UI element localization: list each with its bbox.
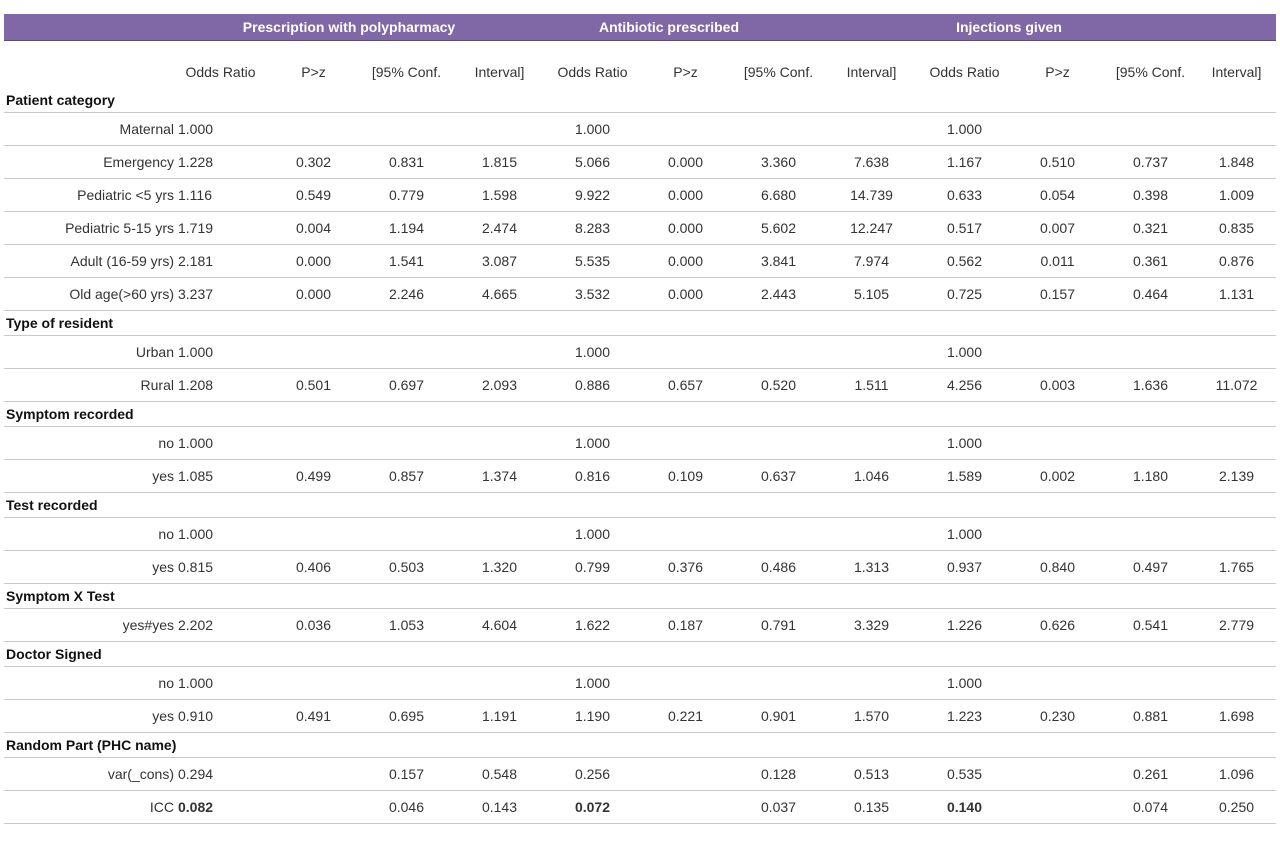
table-cell [267,113,360,146]
table-cell [732,518,825,551]
table-cell [360,336,453,369]
table-cell: 1.000 [546,518,639,551]
table-row [4,179,1276,212]
table-row [4,245,1276,278]
table-cell: 1.190 [546,700,639,733]
table-cell: 0.737 [1104,146,1197,179]
table-cell: 0.637 [732,460,825,493]
table-cell [825,113,918,146]
table-cell: 1.598 [453,179,546,212]
table-cell: 0.695 [360,700,453,733]
table-cell: 1.698 [1197,700,1276,733]
table-cell: 0.054 [1011,179,1104,212]
table-cell [267,336,360,369]
table-cell: 0.376 [639,551,732,584]
section-header-row [4,733,1276,758]
table-cell: 1.589 [918,460,1011,493]
table-cell: 0.535 [918,758,1011,791]
table-cell: 1.000 [918,518,1011,551]
table-cell: 8.283 [546,212,639,245]
table-cell: 0.007 [1011,212,1104,245]
table-cell [453,427,546,460]
row-label: yes [4,551,174,584]
table-cell: 1.765 [1197,551,1276,584]
row-label: ICC [4,791,174,824]
table-cell [1197,427,1276,460]
column-header: [95% Conf. [743,64,814,80]
table-cell [825,336,918,369]
table-cell: 0.831 [360,146,453,179]
table-cell: 0.000 [267,245,360,278]
table-row [4,212,1276,245]
table-cell: 0.000 [639,278,732,311]
table-cell: 0.128 [732,758,825,791]
table-cell: 3.360 [732,146,825,179]
table-cell: 14.739 [825,179,918,212]
table-row [4,700,1276,733]
section-title: Symptom recorded [4,402,1276,427]
table-cell: 1.000 [918,427,1011,460]
table-cell: 2.779 [1197,609,1276,642]
table-cell [267,667,360,700]
table-cell: 5.105 [825,278,918,311]
table-cell: 1.000 [546,667,639,700]
table-cell: 0.520 [732,369,825,402]
table-cell: 0.037 [732,791,825,824]
table-cell: 0.626 [1011,609,1104,642]
table-cell: 0.074 [1104,791,1197,824]
row-label: Old age(>60 yrs) [4,278,174,311]
column-header: Interval] [1211,64,1262,80]
table-cell: 2.093 [453,369,546,402]
table-cell: 0.082 [174,791,267,824]
table-cell: 0.004 [267,212,360,245]
row-label: Adult (16-59 yrs) [4,245,174,278]
section-header-row [4,493,1276,518]
table-cell: 1.000 [174,427,267,460]
table-cell: 0.250 [1197,791,1276,824]
table-cell [1104,518,1197,551]
table-cell: 1.000 [174,113,267,146]
table-cell: 0.135 [825,791,918,824]
table-cell: 3.841 [732,245,825,278]
table-cell: 0.517 [918,212,1011,245]
table-cell: 0.799 [546,551,639,584]
table-cell: 0.000 [639,245,732,278]
table-cell: 1.194 [360,212,453,245]
row-label: yes#yes [4,609,174,642]
table-cell: 0.541 [1104,609,1197,642]
table-cell: 0.261 [1104,758,1197,791]
table-cell: 0.835 [1197,212,1276,245]
column-header-row [4,40,1276,88]
table-cell [639,113,732,146]
table-cell: 0.361 [1104,245,1197,278]
table-cell: 1.000 [174,667,267,700]
table-cell [267,758,360,791]
row-label: Emergency [4,146,174,179]
row-label: no [4,667,174,700]
table-cell: 0.791 [732,609,825,642]
table-cell: 0.857 [360,460,453,493]
table-cell [1011,758,1104,791]
table-cell: 0.497 [1104,551,1197,584]
table-row [4,609,1276,642]
table-cell [453,518,546,551]
table-cell: 0.901 [732,700,825,733]
table-cell: 0.840 [1011,551,1104,584]
table-row [4,758,1276,791]
table-cell: 0.140 [918,791,1011,824]
table-cell [1104,336,1197,369]
table-cell: 0.109 [639,460,732,493]
table-cell: 0.501 [267,369,360,402]
table-cell: 1.570 [825,700,918,733]
table-cell [267,791,360,824]
table-cell [639,336,732,369]
column-header: P>z [1045,64,1070,80]
table-cell [1197,518,1276,551]
table-cell [360,427,453,460]
table-cell: 4.256 [918,369,1011,402]
row-label: yes [4,700,174,733]
table-cell: 1.000 [918,667,1011,700]
table-cell: 1.000 [546,336,639,369]
group-header-band [4,0,1276,40]
row-label: no [4,518,174,551]
table-cell: 1.719 [174,212,267,245]
group-header-bar [4,14,1276,41]
table-cell [1104,667,1197,700]
table-cell: 3.237 [174,278,267,311]
table-cell: 0.157 [1011,278,1104,311]
table-cell [639,791,732,824]
table-cell [453,336,546,369]
column-header: P>z [673,64,698,80]
table-cell: 1.511 [825,369,918,402]
table-cell: 0.072 [546,791,639,824]
column-header: [95% Conf. [1115,64,1186,80]
table-cell: 0.002 [1011,460,1104,493]
table-cell: 1.226 [918,609,1011,642]
table-cell [639,427,732,460]
table-cell: 1.000 [918,113,1011,146]
table-cell: 0.000 [639,179,732,212]
table-cell [360,518,453,551]
table-cell [267,518,360,551]
section-header-row [4,642,1276,667]
table-cell: 0.464 [1104,278,1197,311]
table-cell: 1.636 [1104,369,1197,402]
column-header: Interval] [474,64,525,80]
table-cell: 4.665 [453,278,546,311]
row-label: Pediatric <5 yrs [4,179,174,212]
table-row [4,336,1276,369]
row-label: Rural [4,369,174,402]
table-cell: 0.046 [360,791,453,824]
table-cell [1197,336,1276,369]
table-cell: 0.000 [639,146,732,179]
table-cell [453,667,546,700]
table-cell: 0.657 [639,369,732,402]
table-cell: 12.247 [825,212,918,245]
table-cell: 0.000 [267,278,360,311]
column-header: Interval] [846,64,897,80]
table-cell [639,758,732,791]
table-cell: 0.633 [918,179,1011,212]
table-cell: 4.604 [453,609,546,642]
table-cell: 5.602 [732,212,825,245]
table-cell [1011,791,1104,824]
table-cell: 2.202 [174,609,267,642]
table-cell: 0.302 [267,146,360,179]
table-cell: 1.046 [825,460,918,493]
table-cell [825,518,918,551]
row-label: Maternal [4,113,174,146]
table-cell: 2.181 [174,245,267,278]
table-cell: 0.157 [360,758,453,791]
table-row [4,427,1276,460]
table-cell: 1.000 [174,518,267,551]
table-cell [1197,113,1276,146]
column-header: Odds Ratio [185,64,256,80]
table-cell: 5.535 [546,245,639,278]
row-label: Pediatric 5-15 yrs [4,212,174,245]
table-cell [1011,336,1104,369]
table-cell: 7.638 [825,146,918,179]
table-cell: 0.036 [267,609,360,642]
section-title: Patient category [4,88,1276,113]
table-cell: 0.221 [639,700,732,733]
table-cell: 0.256 [546,758,639,791]
table-row [4,551,1276,584]
table-cell: 0.881 [1104,700,1197,733]
table-cell: 1.622 [546,609,639,642]
table-cell: 0.187 [639,609,732,642]
section-header-row [4,402,1276,427]
table-cell: 0.815 [174,551,267,584]
table-cell: 0.294 [174,758,267,791]
column-header: [95% Conf. [371,64,442,80]
table-row [4,518,1276,551]
table-cell: 0.510 [1011,146,1104,179]
column-header: P>z [301,64,326,80]
table-cell: 0.548 [453,758,546,791]
section-header-row [4,88,1276,113]
table-cell [732,427,825,460]
table-cell: 1.541 [360,245,453,278]
table-cell: 1.815 [453,146,546,179]
table-cell: 0.321 [1104,212,1197,245]
section-header-row [4,311,1276,336]
table-cell: 0.499 [267,460,360,493]
table-cell [732,336,825,369]
table-cell: 0.398 [1104,179,1197,212]
row-label: var(_cons) [4,758,174,791]
table-cell [1197,667,1276,700]
section-title: Doctor Signed [4,642,1276,667]
table-cell: 0.876 [1197,245,1276,278]
table-cell: 1.053 [360,609,453,642]
table-cell: 9.922 [546,179,639,212]
table-cell: 1.085 [174,460,267,493]
table-cell: 1.000 [546,427,639,460]
section-title: Symptom X Test [4,584,1276,609]
table-cell: 0.725 [918,278,1011,311]
row-label: yes [4,460,174,493]
table-cell: 1.191 [453,700,546,733]
table-cell: 1.000 [174,336,267,369]
table-cell: 0.816 [546,460,639,493]
table-cell: 2.474 [453,212,546,245]
table-cell: 0.003 [1011,369,1104,402]
table-cell [1011,113,1104,146]
table-row [4,791,1276,824]
table-cell: 1.096 [1197,758,1276,791]
table-cell: 0.549 [267,179,360,212]
table-cell: 0.779 [360,179,453,212]
table-cell [732,667,825,700]
data-table [4,88,1276,824]
table-cell: 0.562 [918,245,1011,278]
table-cell: 1.116 [174,179,267,212]
table-cell: 0.503 [360,551,453,584]
table-cell: 7.974 [825,245,918,278]
table-cell: 0.910 [174,700,267,733]
table-cell: 1.167 [918,146,1011,179]
table-cell: 2.139 [1197,460,1276,493]
table-cell: 0.491 [267,700,360,733]
table-cell [1011,427,1104,460]
table-cell: 1.000 [918,336,1011,369]
table-cell [267,427,360,460]
table-cell [360,113,453,146]
table-cell: 1.228 [174,146,267,179]
table-cell: 1.320 [453,551,546,584]
table-cell: 2.246 [360,278,453,311]
group-title-antibiotic: Antibiotic prescribed [598,19,740,35]
table-cell: 1.180 [1104,460,1197,493]
table-cell: 3.329 [825,609,918,642]
table-cell: 0.513 [825,758,918,791]
table-cell: 1.131 [1197,278,1276,311]
section-title: Random Part (PHC name) [4,733,1276,758]
table-cell: 1.848 [1197,146,1276,179]
table-cell [732,113,825,146]
results-table-container [4,0,1276,824]
table-cell: 2.443 [732,278,825,311]
table-cell [1104,113,1197,146]
table-cell: 0.697 [360,369,453,402]
table-cell: 0.011 [1011,245,1104,278]
table-cell [825,427,918,460]
section-title: Test recorded [4,493,1276,518]
table-row [4,278,1276,311]
table-cell: 1.223 [918,700,1011,733]
table-cell [825,667,918,700]
table-cell: 1.374 [453,460,546,493]
table-cell: 0.143 [453,791,546,824]
row-label: Urban [4,336,174,369]
table-cell: 0.230 [1011,700,1104,733]
table-cell: 11.072 [1197,369,1276,402]
table-cell: 0.406 [267,551,360,584]
table-cell [360,667,453,700]
table-cell: 1.009 [1197,179,1276,212]
table-cell: 5.066 [546,146,639,179]
table-row [4,460,1276,493]
table-cell: 0.000 [639,212,732,245]
column-header: Odds Ratio [557,64,628,80]
table-cell: 1.000 [546,113,639,146]
row-label: no [4,427,174,460]
table-cell: 0.886 [546,369,639,402]
section-header-row [4,584,1276,609]
table-cell: 0.486 [732,551,825,584]
table-cell: 3.087 [453,245,546,278]
table-cell [1104,427,1197,460]
table-cell: 1.313 [825,551,918,584]
section-title: Type of resident [4,311,1276,336]
table-cell [453,113,546,146]
table-cell [1011,667,1104,700]
column-header: Odds Ratio [929,64,1000,80]
table-row [4,369,1276,402]
table-cell: 0.937 [918,551,1011,584]
table-cell: 6.680 [732,179,825,212]
group-title-polypharmacy: Prescription with polypharmacy [242,19,456,35]
table-row [4,113,1276,146]
table-cell [639,518,732,551]
table-row [4,146,1276,179]
table-cell [639,667,732,700]
group-title-injections: Injections given [956,19,1062,35]
table-cell: 1.208 [174,369,267,402]
table-cell: 3.532 [546,278,639,311]
table-cell [1011,518,1104,551]
table-row [4,667,1276,700]
